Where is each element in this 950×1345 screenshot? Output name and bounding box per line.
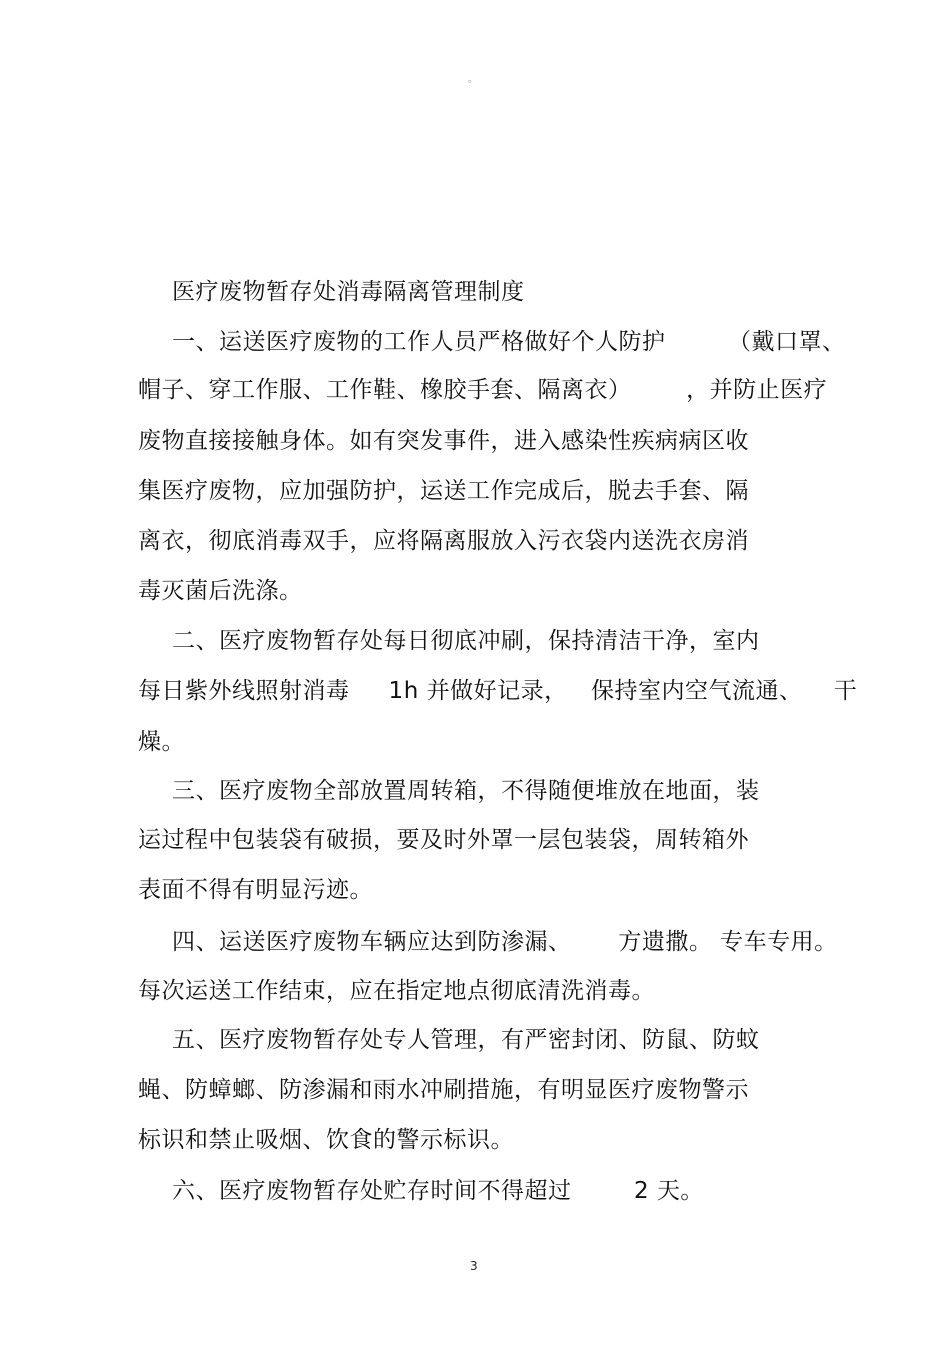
body-line: 一、运送医疗废物的工作人员严格做好个人防护 （戴口罩、: [172, 329, 846, 355]
body-line: 离衣，彻底消毒双手，应将隔离服放入污衣袋内送洗衣房消: [138, 528, 749, 554]
body-line: 蝇、防蟑螂、防渗漏和雨水冲刷措施，有明显医疗废物警示: [138, 1077, 749, 1103]
body-line: 三、医疗废物全部放置周转箱，不得随便堆放在地面，装: [172, 778, 760, 804]
body-line: 运过程中包装袋有破损，要及时外罩一层包装袋，周转箱外: [138, 827, 749, 853]
body-line: 标识和禁止吸烟、饮食的警示标识。: [138, 1127, 514, 1153]
body-line: 每日紫外线照射消毒 1h 并做好记录， 保持室内空气流通、 干: [138, 678, 858, 704]
body-line: 每次运送工作结束，应在指定地点彻底清洗消毒。: [138, 978, 655, 1004]
body-line: 五、医疗废物暂存处专人管理，有严密封闭、防鼠、防蚊: [172, 1027, 760, 1053]
body-line: 集医疗废物，应加强防护，运送工作完成后，脱去手套、隔: [138, 478, 749, 504]
body-line: 帽子、穿工作服、工作鞋、橡胶手套、隔离衣） ，并防止医疗: [138, 377, 828, 403]
body-line: 二、医疗废物暂存处每日彻底冲刷，保持清洁干净，室内: [172, 628, 760, 654]
body-line: 四、运送医疗废物车辆应达到防渗漏、 方遗撒。 专车专用。: [172, 929, 838, 955]
body-line: 燥。: [138, 729, 185, 755]
page-number: 3: [470, 1259, 478, 1273]
body-line: 毒灭菌后洗涤。: [138, 578, 303, 604]
body-line: 表面不得有明显污迹。: [138, 877, 373, 903]
header-mark: 。: [468, 74, 478, 85]
body-line: 六、医疗废物暂存处贮存时间不得超过 2 天。: [172, 1178, 704, 1204]
document-title: 医疗废物暂存处消毒隔离管理制度: [172, 279, 525, 305]
body-line: 废物直接接触身体。如有突发事件，进入感染性疾病病区收: [138, 428, 749, 454]
